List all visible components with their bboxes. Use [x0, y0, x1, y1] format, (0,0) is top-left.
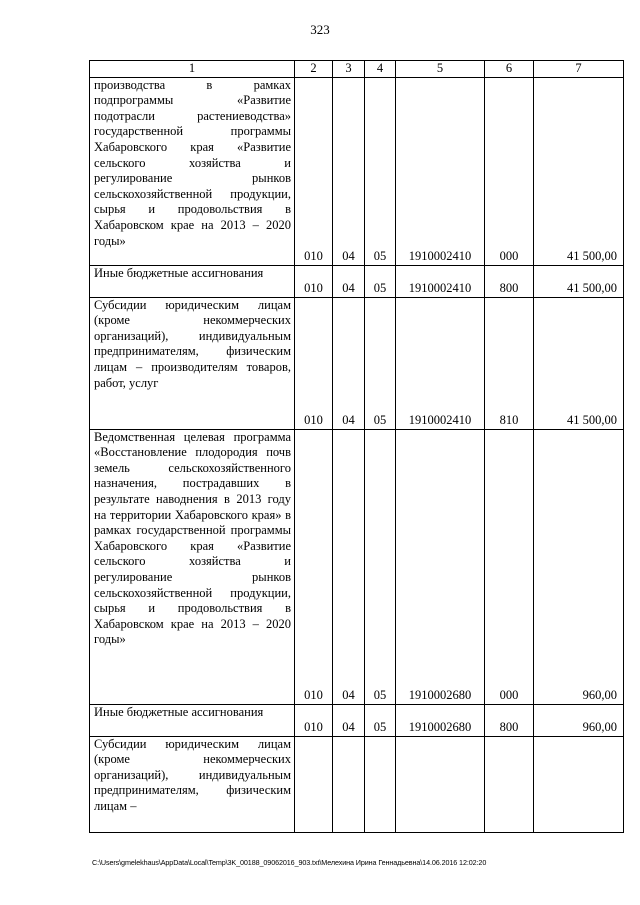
table-row	[90, 297, 624, 429]
subsection-code: 05	[365, 429, 396, 704]
column-header: 6	[485, 61, 534, 78]
target-article-code: 1910002410	[396, 297, 485, 429]
expense-type-code: 800	[485, 265, 534, 297]
table-row	[90, 77, 624, 265]
row-name: Ведомственная целевая программа «Восстановление плодородия почв земель сельскохозяйственного назначения, пострадавших в результате наводнения в 2013 году на территории Хабаровского края» в рамках государственной программы Хабаровского края «Развитие сельского хозяйства и регулирование рынков сельскохозяйственной продукции, сырья и продовольствия в Хабаровском крае на 2013 – 2020 годы»	[90, 429, 295, 704]
expense-type-code: 800	[485, 704, 534, 736]
amount	[534, 736, 624, 832]
table-row	[90, 704, 624, 736]
column-header: 7	[534, 61, 624, 78]
section-code: 04	[333, 297, 365, 429]
row-name: Субсидии юридическим лицам (кроме некоммерческих организаций), индивидуальным предпринимателям, физическим лицам – производителям товаров, работ, услуг	[90, 297, 295, 429]
amount: 41 500,00	[534, 297, 624, 429]
file-path-footer: C:\Users\gmelekhaus\AppData\Local\Temp\3K_00188_09062016_903.txt\Мелехина Ирина Геннадьевна\14.06.2016 12:02:20	[92, 858, 487, 867]
section-code: 04	[333, 429, 365, 704]
amount: 960,00	[534, 429, 624, 704]
row-name: производства в рамках подпрограммы «Развитие подотрасли растениеводства» государственной программы Хабаровского края «Развитие сельского хозяйства и регулирование рынков сельскохозяйственной продукции, сырья и продовольствия в Хабаровском крае на 2013 – 2020 годы»	[90, 77, 295, 265]
column-header: 2	[295, 61, 333, 78]
subsection-code: 05	[365, 704, 396, 736]
section-code: 04	[333, 77, 365, 265]
subsection-code	[365, 736, 396, 832]
column-header: 4	[365, 61, 396, 78]
row-name: Иные бюджетные ассигнования	[90, 704, 295, 736]
budget-table	[89, 60, 624, 833]
expense-type-code: 000	[485, 429, 534, 704]
expense-type-code: 810	[485, 297, 534, 429]
expense-type-code: 000	[485, 77, 534, 265]
section-code	[333, 736, 365, 832]
target-article-code: 1910002410	[396, 77, 485, 265]
target-article-code: 1910002680	[396, 704, 485, 736]
target-article-code	[396, 736, 485, 832]
ministry-code	[295, 736, 333, 832]
expense-type-code	[485, 736, 534, 832]
table-row	[90, 736, 624, 832]
target-article-code: 1910002680	[396, 429, 485, 704]
page-number: 323	[310, 22, 330, 37]
ministry-code: 010	[295, 429, 333, 704]
ministry-code: 010	[295, 265, 333, 297]
ministry-code: 010	[295, 77, 333, 265]
row-name: Иные бюджетные ассигнования	[90, 265, 295, 297]
column-header: 3	[333, 61, 365, 78]
amount: 41 500,00	[534, 265, 624, 297]
section-code: 04	[333, 265, 365, 297]
row-name: Субсидии юридическим лицам (кроме некоммерческих организаций), индивидуальным предпринимателям, физическим лицам –	[90, 736, 295, 832]
subsection-code: 05	[365, 77, 396, 265]
subsection-code: 05	[365, 297, 396, 429]
table-row	[90, 429, 624, 704]
amount: 41 500,00	[534, 77, 624, 265]
table-header-row	[90, 61, 624, 78]
target-article-code: 1910002410	[396, 265, 485, 297]
table-row	[90, 265, 624, 297]
amount: 960,00	[534, 704, 624, 736]
column-header: 5	[396, 61, 485, 78]
subsection-code: 05	[365, 265, 396, 297]
ministry-code: 010	[295, 297, 333, 429]
column-header: 1	[90, 61, 295, 78]
ministry-code: 010	[295, 704, 333, 736]
section-code: 04	[333, 704, 365, 736]
